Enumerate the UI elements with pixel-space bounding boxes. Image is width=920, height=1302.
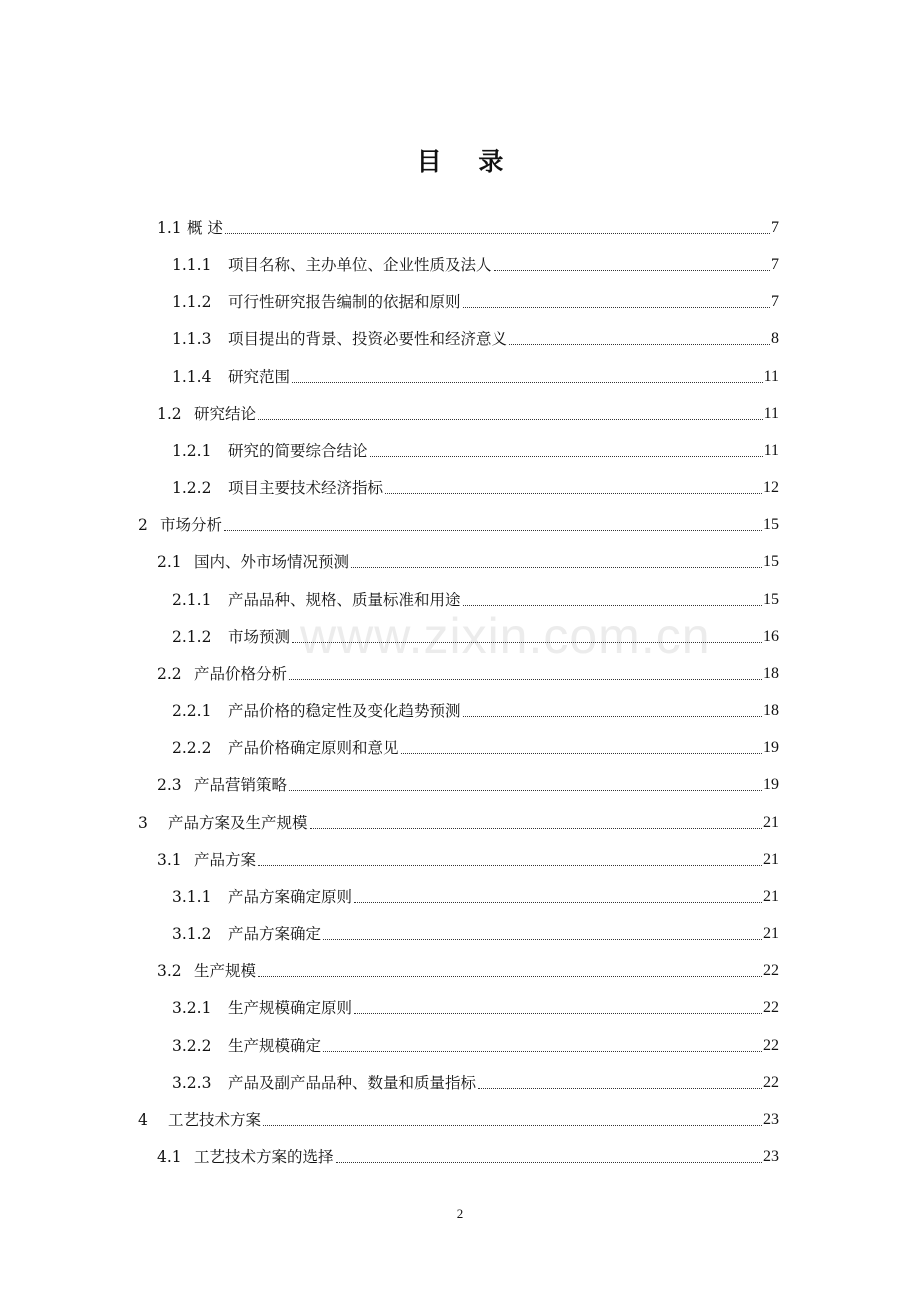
toc-entry-number: 1.1.1 — [172, 256, 212, 274]
toc-entry-page: 22 — [763, 1037, 779, 1054]
toc-entry-page: 7 — [771, 219, 779, 236]
dot-leader — [463, 604, 762, 606]
toc-entry-title: 产品方案确定 — [228, 925, 322, 943]
toc-entry-title: 产品营销策略 — [194, 776, 288, 794]
toc-entry-number: 2.3 — [157, 776, 182, 794]
toc-entry-title: 生产规模 — [194, 962, 257, 980]
dot-leader — [478, 1087, 762, 1089]
page-title: 目 录 — [416, 147, 518, 176]
toc-entry-title: 工艺技术方案 — [168, 1111, 262, 1129]
toc-entry-title: 市场分析 — [160, 516, 223, 534]
toc-entry-title: 产品价格确定原则和意见 — [228, 739, 399, 757]
dot-leader — [509, 343, 770, 345]
toc-entry-number: 2.2.2 — [172, 739, 212, 757]
toc-entry[interactable] — [157, 1141, 779, 1167]
toc-entry-page: 8 — [771, 330, 779, 347]
toc-entry-title: 研究结论 — [194, 405, 257, 423]
toc-entry-number: 3.2 — [157, 962, 182, 980]
toc-entry-page: 15 — [763, 553, 779, 570]
toc-entry-page: 12 — [763, 479, 779, 496]
toc-entry[interactable] — [157, 955, 779, 981]
toc-entry-title: 产品方案及生产规模 — [168, 814, 308, 832]
toc-entry[interactable] — [157, 769, 779, 795]
toc-entry-title: 生产规模确定 — [228, 1037, 322, 1055]
dot-leader — [494, 269, 770, 271]
toc-entry[interactable] — [172, 323, 779, 349]
toc-entry-number: 3.1.1 — [172, 888, 212, 906]
toc-entry-title: 研究范围 — [228, 368, 291, 386]
toc-entry[interactable] — [172, 918, 779, 944]
toc-entry-title: 概 述 — [187, 219, 223, 237]
toc-entry[interactable] — [172, 732, 779, 758]
toc-entry-title: 工艺技术方案的选择 — [194, 1148, 334, 1166]
toc-entry[interactable] — [157, 844, 779, 870]
dot-leader — [310, 827, 762, 829]
toc-entry-title: 项目提出的背景、投资必要性和经济意义 — [228, 330, 508, 348]
toc-entry-title: 可行性研究报告编制的依据和原则 — [228, 293, 461, 311]
toc-entry-page: 15 — [763, 516, 779, 533]
watermark: www.zixin.com.cn — [300, 608, 711, 664]
toc-entry[interactable] — [172, 1030, 779, 1056]
toc-entry-number: 3.1.2 — [172, 925, 212, 943]
page-number: 2 — [456, 1206, 464, 1221]
toc-entry-title: 产品价格分析 — [194, 665, 288, 683]
toc-entry-number: 2 — [138, 516, 148, 534]
toc-entry-page: 23 — [763, 1148, 779, 1165]
toc-entry[interactable] — [172, 695, 779, 721]
toc-entry[interactable] — [172, 361, 779, 387]
toc-entry-page: 21 — [763, 888, 779, 905]
dot-leader — [258, 864, 762, 866]
toc-entry-number: 3.2.1 — [172, 999, 212, 1017]
toc-entry-page: 11 — [763, 442, 779, 459]
dot-leader — [336, 1161, 762, 1163]
toc-entry[interactable] — [172, 584, 779, 610]
toc-entry[interactable] — [138, 807, 779, 833]
toc-entry-page: 11 — [763, 368, 779, 385]
toc-entry-title: 市场预测 — [228, 628, 291, 646]
toc-entry[interactable] — [172, 472, 779, 498]
dot-leader — [354, 901, 762, 903]
toc-entry[interactable] — [157, 546, 779, 572]
toc-entry-number: 1.1 — [157, 219, 182, 237]
toc-entry-page: 11 — [763, 405, 779, 422]
toc-entry[interactable] — [172, 286, 779, 312]
toc-entry-title: 产品及副产品品种、数量和质量指标 — [228, 1074, 477, 1092]
toc-entry-page: 22 — [763, 1074, 779, 1091]
toc-entry-number: 3 — [138, 814, 148, 832]
toc-entry-page: 16 — [763, 628, 779, 645]
toc-entry-page: 22 — [763, 999, 779, 1016]
toc-entry-page: 21 — [763, 814, 779, 831]
toc-entry[interactable] — [172, 1067, 779, 1093]
toc-entry[interactable] — [172, 249, 779, 275]
toc-entry-title: 产品方案 — [194, 851, 257, 869]
dot-leader — [354, 1012, 762, 1014]
dot-leader — [463, 715, 762, 717]
toc-entry-page: 19 — [763, 776, 779, 793]
dot-leader — [263, 1124, 762, 1126]
toc-entry-number: 2.1.2 — [172, 628, 212, 646]
toc-entry-title: 研究的简要综合结论 — [228, 442, 368, 460]
toc-entry[interactable] — [172, 881, 779, 907]
toc-entry-title: 项目主要技术经济指标 — [228, 479, 384, 497]
dot-leader — [370, 455, 763, 457]
toc-entry[interactable] — [172, 435, 779, 461]
toc-entry-page: 15 — [763, 591, 779, 608]
toc-entry-page: 23 — [763, 1111, 779, 1128]
toc-entry-number: 3.2.3 — [172, 1074, 212, 1092]
toc-entry[interactable] — [157, 658, 779, 684]
toc-entry-page: 21 — [763, 925, 779, 942]
dot-leader — [225, 232, 770, 234]
toc-entry[interactable] — [138, 1104, 779, 1130]
toc-entry-number: 1.1.3 — [172, 330, 212, 348]
toc-entry-title: 产品品种、规格、质量标准和用途 — [228, 591, 461, 609]
toc-entry-number: 2.2 — [157, 665, 182, 683]
toc-entry-number: 1.2.2 — [172, 479, 212, 497]
dot-leader — [463, 306, 770, 308]
toc-entry-page: 7 — [771, 293, 779, 310]
toc-entry-number: 4.1 — [157, 1148, 182, 1166]
toc-entry-page: 18 — [763, 702, 779, 719]
toc-entry-number: 1.2 — [157, 405, 182, 423]
dot-leader — [385, 492, 762, 494]
toc-entry-number: 4 — [138, 1111, 148, 1129]
dot-leader — [292, 641, 762, 643]
toc-entry-page: 19 — [763, 739, 779, 756]
dot-leader — [258, 418, 763, 420]
toc-entry-number: 3.2.2 — [172, 1037, 212, 1055]
toc-entry-number: 2.1.1 — [172, 591, 212, 609]
toc-entry-number: 1.1.4 — [172, 368, 212, 386]
dot-leader — [323, 938, 762, 940]
toc-entry[interactable] — [157, 398, 779, 424]
toc-entry[interactable] — [172, 992, 779, 1018]
toc-entry-title: 项目名称、主办单位、企业性质及法人 — [228, 256, 492, 274]
dot-leader — [289, 678, 762, 680]
toc-entry[interactable] — [157, 212, 779, 238]
dot-leader — [292, 381, 763, 383]
toc-entry-title: 产品价格的稳定性及变化趋势预测 — [228, 702, 461, 720]
dot-leader — [258, 975, 762, 977]
toc-entry-title: 国内、外市场情况预测 — [194, 553, 350, 571]
dot-leader — [351, 566, 762, 568]
toc-entry-title: 生产规模确定原则 — [228, 999, 353, 1017]
toc-entry-number: 1.2.1 — [172, 442, 212, 460]
toc-entry-number: 2.1 — [157, 553, 182, 571]
dot-leader — [323, 1050, 762, 1052]
toc-entry-number: 3.1 — [157, 851, 182, 869]
toc-entry-number: 2.2.1 — [172, 702, 212, 720]
dot-leader — [289, 789, 762, 791]
toc-entry-number: 1.1.2 — [172, 293, 212, 311]
toc-entry-page: 18 — [763, 665, 779, 682]
dot-leader — [401, 752, 762, 754]
toc-entry[interactable] — [138, 509, 779, 535]
toc-entry-title: 产品方案确定原则 — [228, 888, 353, 906]
toc-entry-page: 22 — [763, 962, 779, 979]
dot-leader — [224, 529, 762, 531]
toc-entry[interactable] — [172, 621, 779, 647]
toc-entry-page: 7 — [771, 256, 779, 273]
toc-entry-page: 21 — [763, 851, 779, 868]
